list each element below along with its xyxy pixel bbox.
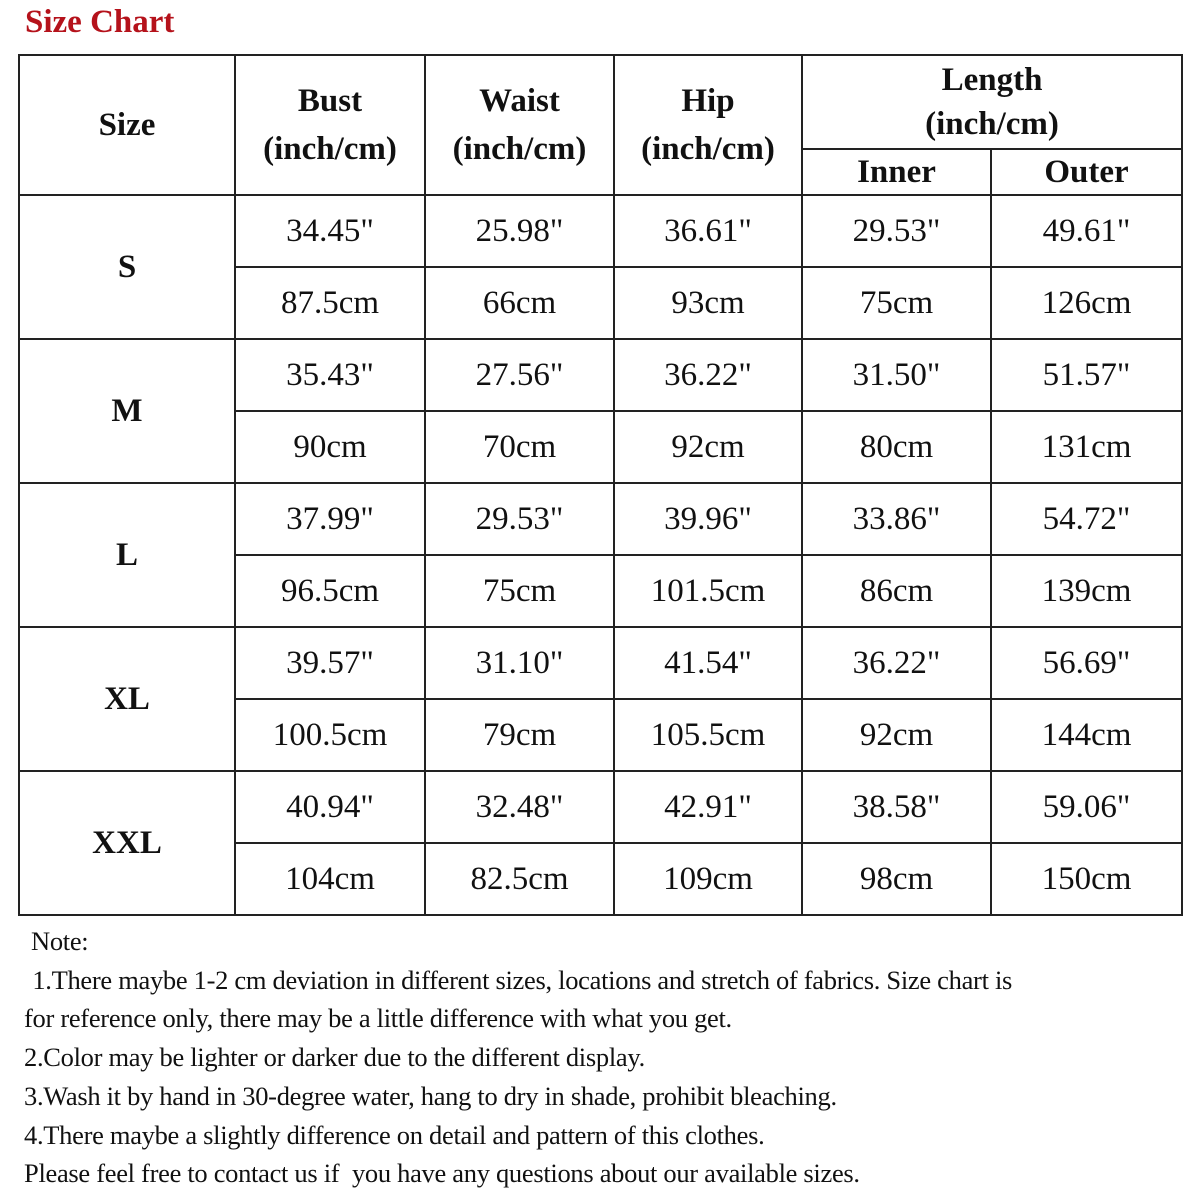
notes (24, 922, 1012, 1193)
measurement-cell: 29.53" (802, 195, 991, 267)
measurement-cell: 41.54" (614, 627, 802, 699)
measurement-cell: 79cm (425, 699, 614, 771)
size-label: M (19, 339, 235, 483)
measurement-cell: 59.06" (991, 771, 1182, 843)
measurement-cell: 42.91" (614, 771, 802, 843)
measurement-cell: 92cm (802, 699, 991, 771)
header-waist: Waist (inch/cm) (425, 55, 614, 195)
measurement-cell: 82.5cm (425, 843, 614, 915)
size-label: L (19, 483, 235, 627)
measurement-cell: 75cm (425, 555, 614, 627)
note-line: 4.There maybe a slightly difference on detail and pattern of this clothes. (24, 1119, 765, 1150)
size-chart-table (18, 54, 1183, 916)
measurement-cell: 27.56" (425, 339, 614, 411)
table-row (19, 771, 1182, 843)
measurement-cell: 104cm (235, 843, 425, 915)
note-line: 3.Wash it by hand in 30-degree water, hang to dry in shade, prohibit bleaching. (24, 1080, 837, 1111)
measurement-cell: 92cm (614, 411, 802, 483)
page-title: Size Chart (25, 4, 175, 40)
table-row (19, 339, 1182, 411)
measurement-cell: 56.69" (991, 627, 1182, 699)
header-size: Size (19, 55, 235, 195)
header-hip: Hip (inch/cm) (614, 55, 802, 195)
measurement-cell: 101.5cm (614, 555, 802, 627)
measurement-cell: 109cm (614, 843, 802, 915)
measurement-cell: 51.57" (991, 339, 1182, 411)
measurement-cell: 29.53" (425, 483, 614, 555)
measurement-cell: 96.5cm (235, 555, 425, 627)
note-heading: Note: (31, 926, 89, 956)
measurement-cell: 36.22" (614, 339, 802, 411)
measurement-cell: 87.5cm (235, 267, 425, 339)
header-outer: Outer (991, 149, 1182, 195)
header-bust: Bust (inch/cm) (235, 55, 425, 195)
measurement-cell: 32.48" (425, 771, 614, 843)
size-label: XXL (19, 771, 235, 915)
size-label: XL (19, 627, 235, 771)
measurement-cell: 49.61" (991, 195, 1182, 267)
table-row (19, 483, 1182, 555)
measurement-cell: 38.58" (802, 771, 991, 843)
note-line: for reference only, there may be a little difference with what you get. (24, 1003, 732, 1034)
measurement-cell: 39.57" (235, 627, 425, 699)
measurement-cell: 126cm (991, 267, 1182, 339)
header-inner: Inner (802, 149, 991, 195)
measurement-cell: 93cm (614, 267, 802, 339)
measurement-cell: 37.99" (235, 483, 425, 555)
measurement-cell: 70cm (425, 411, 614, 483)
note-line: Please feel free to contact us if you have any questions about our available sizes. (24, 1158, 860, 1189)
size-label: S (19, 195, 235, 339)
measurement-cell: 80cm (802, 411, 991, 483)
measurement-cell: 86cm (802, 555, 991, 627)
measurement-cell: 35.43" (235, 339, 425, 411)
measurement-cell: 31.10" (425, 627, 614, 699)
note-line: 2.Color may be lighter or darker due to the different display. (24, 1042, 645, 1073)
measurement-cell: 54.72" (991, 483, 1182, 555)
header-length: Length (inch/cm) (802, 55, 1182, 149)
measurement-cell: 131cm (991, 411, 1182, 483)
measurement-cell: 75cm (802, 267, 991, 339)
measurement-cell: 31.50" (802, 339, 991, 411)
table-row (19, 195, 1182, 267)
measurement-cell: 34.45" (235, 195, 425, 267)
measurement-cell: 150cm (991, 843, 1182, 915)
measurement-cell: 66cm (425, 267, 614, 339)
measurement-cell: 33.86" (802, 483, 991, 555)
measurement-cell: 90cm (235, 411, 425, 483)
measurement-cell: 39.96" (614, 483, 802, 555)
measurement-cell: 40.94" (235, 771, 425, 843)
measurement-cell: 36.61" (614, 195, 802, 267)
measurement-cell: 100.5cm (235, 699, 425, 771)
measurement-cell: 25.98" (425, 195, 614, 267)
measurement-cell: 36.22" (802, 627, 991, 699)
measurement-cell: 98cm (802, 843, 991, 915)
measurement-cell: 144cm (991, 699, 1182, 771)
measurement-cell: 105.5cm (614, 699, 802, 771)
note-line: 1.There maybe 1-2 cm deviation in different sizes, locations and stretch of fabrics. Size chart is (26, 964, 1013, 995)
table-row (19, 627, 1182, 699)
measurement-cell: 139cm (991, 555, 1182, 627)
